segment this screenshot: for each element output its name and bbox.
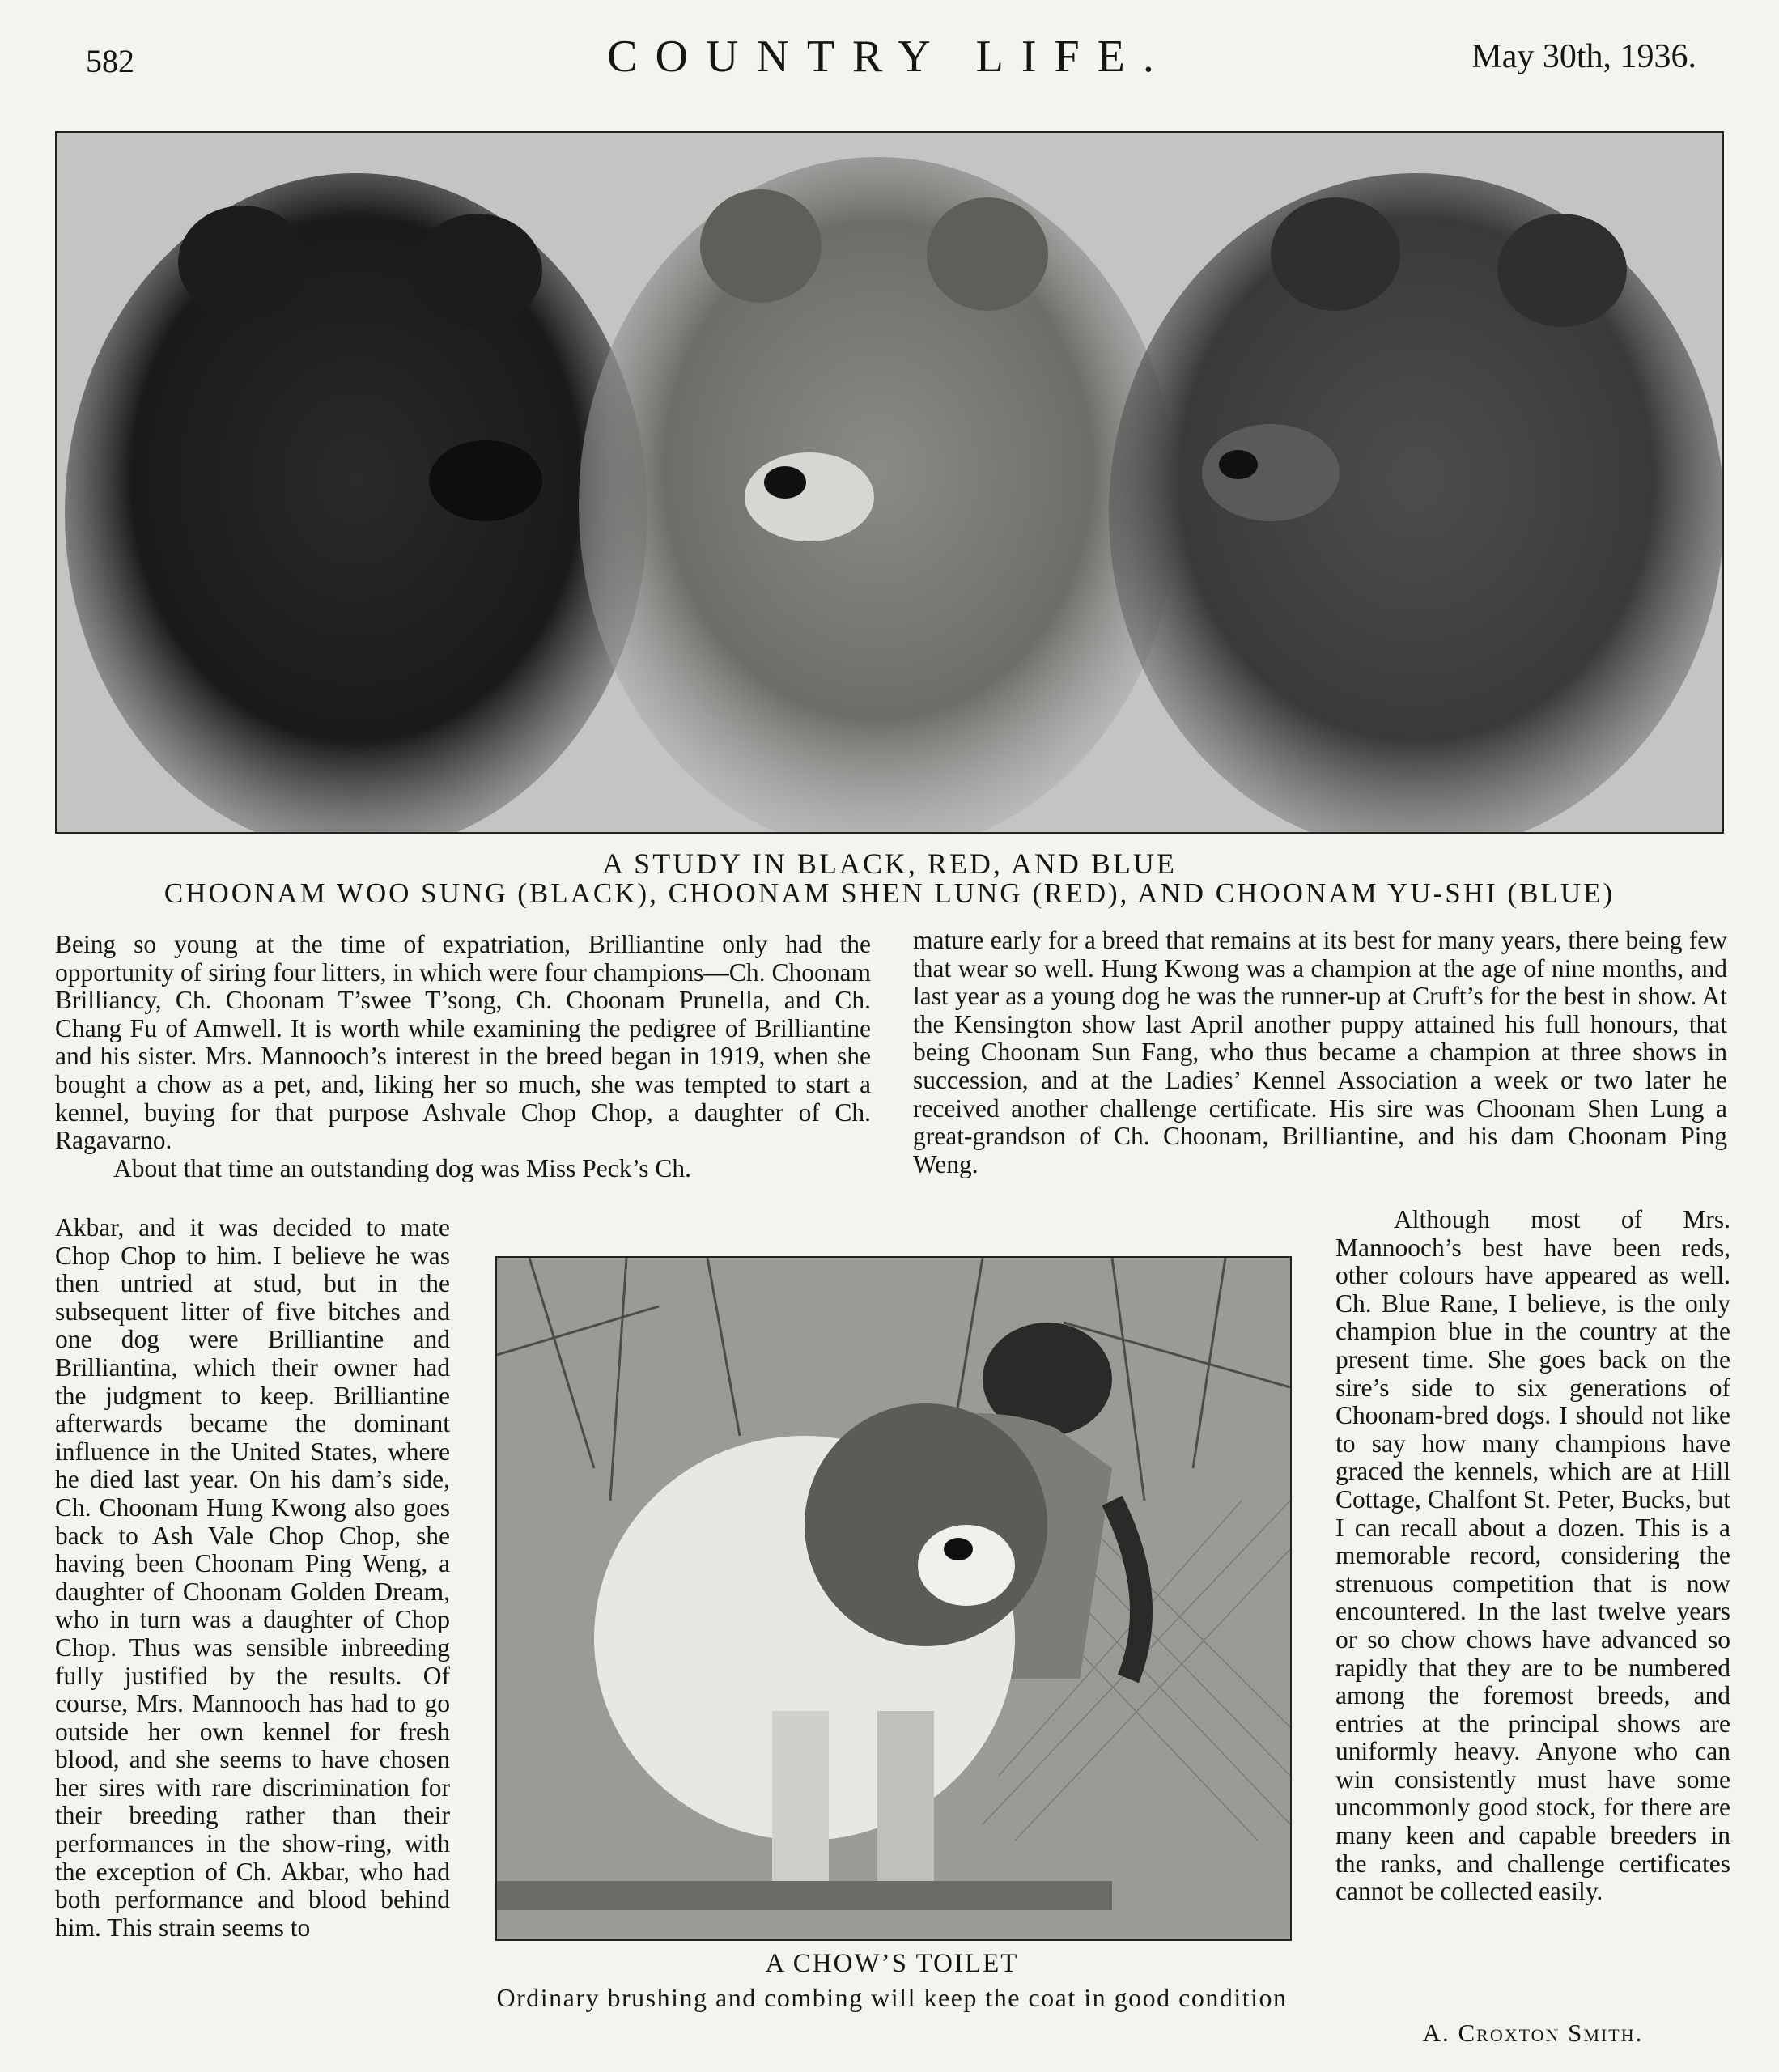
page-number: 582 <box>86 43 134 79</box>
article-column-1-upper <box>55 931 871 1182</box>
mid-photo-caption-text: Ordinary brushing and combing will keep the coat in good condition <box>496 1983 1288 2012</box>
blue-chow <box>1109 173 1722 832</box>
article-column-2-upper <box>913 927 1727 1178</box>
top-photo-caption-title: A STUDY IN BLACK, RED, AND BLUE <box>602 847 1177 880</box>
article-paragraph: Although most of Mrs. Mannooch’s best have been reds, other colours have appeared as well. Ch. Blue Rane, I believe, is the only champion blue in the country at the present time. She goes back on the sire’s side to six generations of Choonam-bred dogs. I should not like to say how many champions have graced the kennels, which are at Hill Cottage, Chalfont St. Peter, Bucks, but I can recall about a dozen. This is a memorable record, considering the strenuous competition that is now encountered. In the last twelve years or so chow chows have advanced so rapidly that they are to be numbered among the foremost breeds, and entries at the principal shows are uniformly heavy. Anyone who can win consistently must have some uncommonly good stock, for there are many keen and capable breeders in the ranks, and challenge certificates cannot be collected easily. <box>1335 1205 1730 1906</box>
issue-date: May 30th, 1936. <box>1471 38 1696 75</box>
article-paragraph: About that time an outstanding dog was Miss Peck’s Ch. <box>113 1153 691 1182</box>
article-column-1-lower <box>55 1214 450 1942</box>
mid-photo-caption-title: A CHOW’S TOILET <box>765 1949 1019 1978</box>
magazine-title: COUNTRY LIFE. <box>607 32 1172 82</box>
top-photo-caption-names: CHOONAM WOO SUNG (BLACK), CHOONAM SHEN LUNG (RED), AND CHOONAM YU-SHI (BLUE) <box>163 877 1616 909</box>
chow-trio-illustration <box>57 133 1722 832</box>
article-paragraph: Akbar, and it was decided to mate Chop Chop to him. I believe he was then untried at stud, but in the subsequent litter of five bitches and one dog were Brilliantine and Brilliantina, which their owner had the judgment to keep. Brilliantine afterwards became the dominant influence in the United States, where he died last year. On his dam’s side, Ch. Choonam Hung Kwong also goes back to Ash Vale Chop Chop, she having been Choonam Ping Weng, a daughter of Choonam Golden Dream, who in turn was a daughter of Chop Chop. Thus was sensible inbreeding fully justified by the results. Of course, Mrs. Mannooch has had to go outside her own kennel for fresh blood, and she seems to have chosen her sires with rare discrimination for their breeding rather than their performances in the show-ring, with the exception of Ch. Akbar, who had both performance and blood behind him. This strain seems to <box>55 1213 450 1942</box>
chow-grooming-illustration <box>497 1258 1290 1939</box>
chows-toilet-photo <box>495 1256 1292 1941</box>
black-chow <box>65 173 647 832</box>
article-paragraph: mature early for a breed that remains at its best for many years, there being few that wear so well. Hung Kwong was a champion at the age of nine months, and last year as a young dog he was the runner-up at Cruft’s for the best in show. At the Kensington show last April another puppy attained his full honours, that being Choonam Sun Fang, who thus became a champion at three shows in succession, and at the Ladies’ Kennel Association a week or two later he received another challenge certificate. His sire was Choonam Shen Lung a great-grandson of Ch. Choonam, Brilliantine, and his dam Choonam Ping Weng. <box>913 926 1727 1178</box>
article-column-3-lower <box>1335 1206 1730 1906</box>
article-paragraph: Being so young at the time of expatriation, Brilliantine only had the opportunity of siring four litters, in which were four champions—Ch. Choonam Brilliancy, Ch. Choonam T’swee T’song, Ch. Choonam Prunella, and Ch. Chang Fu of Amwell. It is worth while examining the pedigree of Brilliantine and his sister. Mrs. Mannooch’s interest in the breed began in 1919, when she bought a chow as a pet, and, liking her so much, she was tempted to start a kennel, buying for that purpose Ashvale Chop Chop, a daughter of Ch. Ragavarno. <box>55 930 871 1155</box>
chow-trio-photo <box>55 131 1724 834</box>
author-byline: A. Croxton Smith. <box>1422 2019 1644 2047</box>
red-chow <box>579 157 1178 832</box>
